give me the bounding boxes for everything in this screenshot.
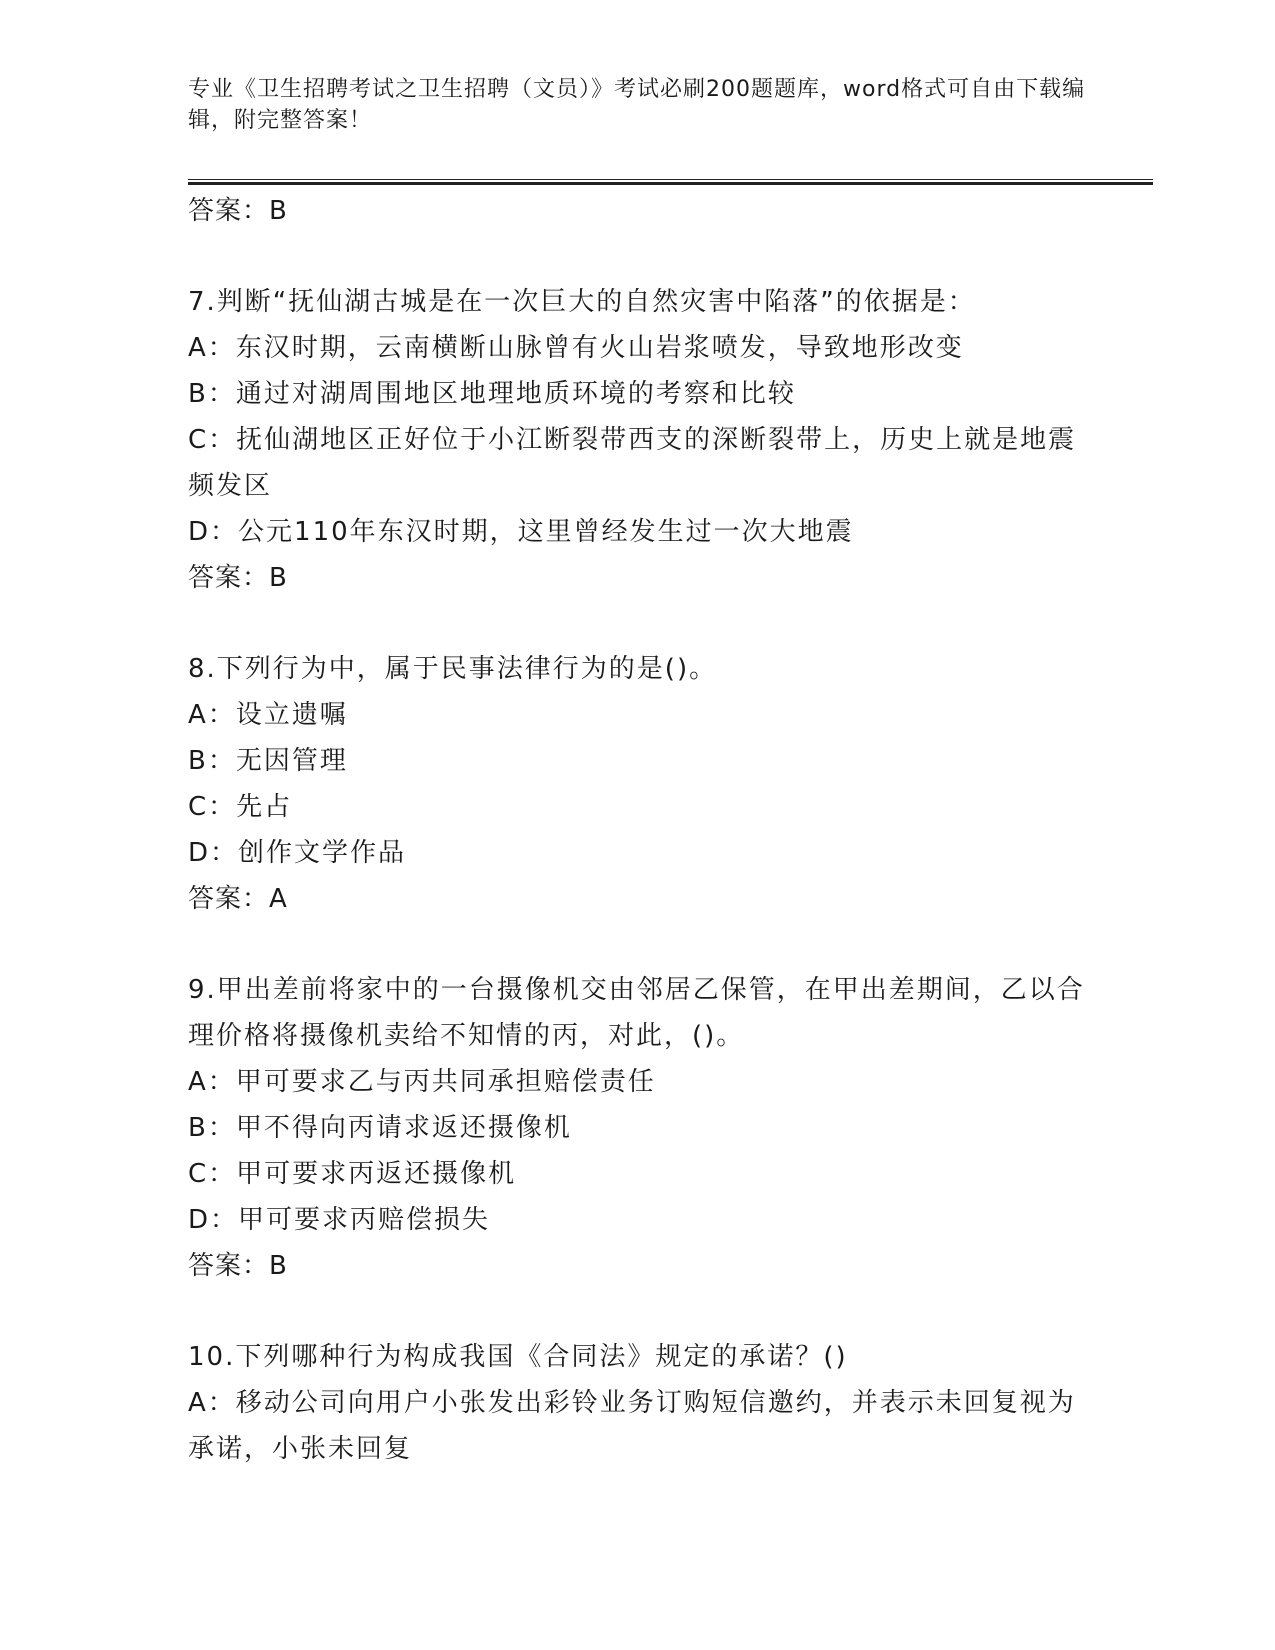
option-c: C：甲可要求丙返还摄像机 <box>188 1159 517 1189</box>
option-a: A：甲可要求乙与丙共同承担赔偿责任 <box>188 1067 656 1097</box>
question-7 <box>188 279 1088 601</box>
answer-line: 答案：B <box>188 563 288 593</box>
question-stem: 7.判断“抚仙湖古城是在一次巨大的自然灾害中陷落”的依据是： <box>188 287 976 317</box>
question-10 <box>188 1334 1088 1472</box>
spacer <box>188 922 1088 967</box>
header-divider-thin <box>188 179 1153 180</box>
option-a: A：东汉时期，云南横断山脉曾有火山岩浆喷发，导致地形改变 <box>188 333 964 363</box>
spacer <box>188 601 1088 646</box>
option-b: B：无因管理 <box>188 746 348 776</box>
option-a: A：设立遗嘱 <box>188 700 348 730</box>
answer-line: 答案：A <box>188 884 288 914</box>
question-8 <box>188 646 1088 922</box>
option-b: B：甲不得向丙请求返还摄像机 <box>188 1113 572 1143</box>
answer-line: 答案：B <box>188 1251 288 1281</box>
question-stem: 8.下列行为中，属于民事法律行为的是()。 <box>188 654 718 684</box>
spacer <box>188 1289 1088 1334</box>
question-stem: 9.甲出差前将家中的一台摄像机交由邻居乙保管，在甲出差期间，乙以合理价格将摄像机卖给不知情的丙，对此，()。 <box>188 975 1085 1051</box>
header-divider-thick <box>188 182 1153 185</box>
option-a: A：移动公司向用户小张发出彩铃业务订购短信邀约，并表示未回复视为承诺，小张未回复 <box>188 1388 1076 1464</box>
document-header: 专业《卫生招聘考试之卫生招聘（文员）》考试必刷200题题库，word格式可自由下载编辑，附完整答案！ <box>188 77 1086 133</box>
question-9 <box>188 967 1088 1289</box>
option-c: C：先占 <box>188 792 293 822</box>
spacer <box>188 234 1088 279</box>
question-stem: 10.下列哪种行为构成我国《合同法》规定的承诺？() <box>188 1342 848 1372</box>
question-list <box>188 188 1088 1472</box>
option-d: D：创作文学作品 <box>188 838 407 868</box>
option-d: D：甲可要求丙赔偿损失 <box>188 1205 491 1235</box>
option-b: B：通过对湖周围地区地理地质环境的考察和比较 <box>188 379 796 409</box>
option-d: D：公元110年东汉时期，这里曾经发生过一次大地震 <box>188 517 854 547</box>
answer-line: 答案：B <box>188 196 288 226</box>
option-c: C：抚仙湖地区正好位于小江断裂带西支的深断裂带上，历史上就是地震频发区 <box>188 425 1077 501</box>
